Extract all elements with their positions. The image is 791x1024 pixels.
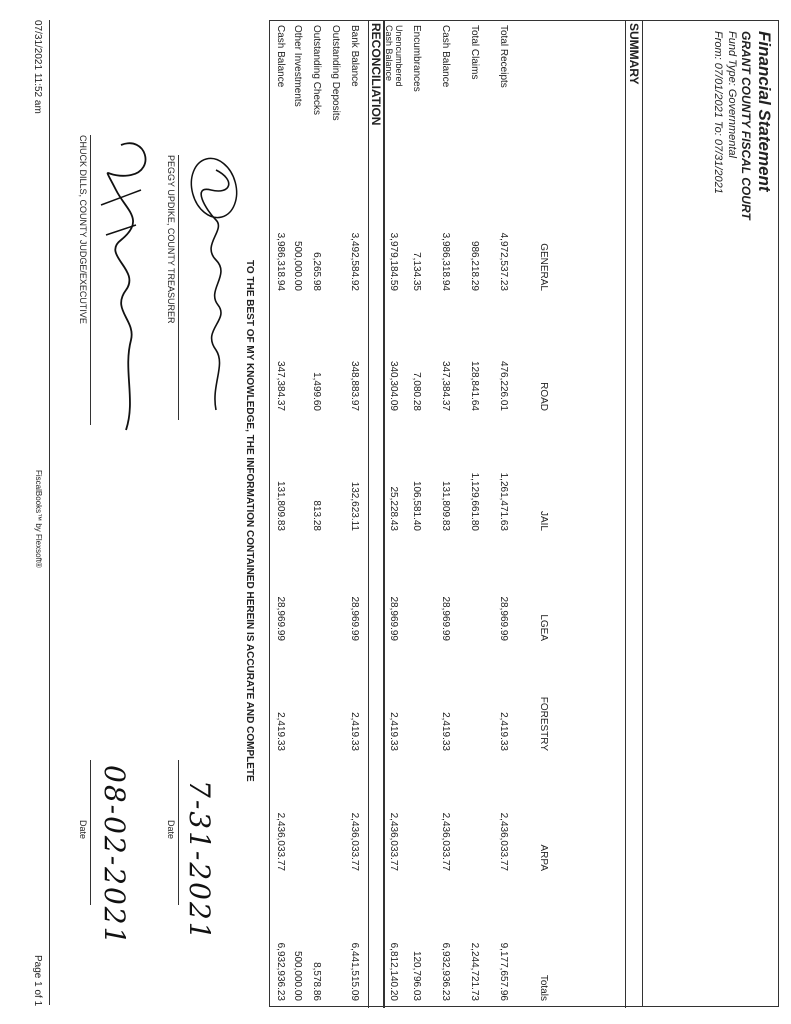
- reconciliation-row-label: Bank Balance: [349, 25, 360, 87]
- table-cell: 28,969.99: [388, 596, 399, 641]
- judge-title: CHUCK DILLS, COUNTY JUDGE/EXECUTIVE: [78, 135, 88, 324]
- table-cell: 2,436,033.77: [349, 812, 360, 871]
- table-cell: 1,499.60: [311, 372, 322, 411]
- reconciliation-row-label: Other Investments: [292, 25, 303, 107]
- reconciliation-row-label: Outstanding Checks: [311, 25, 322, 116]
- table-cell: 131,809.83: [275, 480, 286, 531]
- table-cell: 2,436,033.77: [498, 812, 509, 871]
- table-cell: 8,578.86: [311, 962, 322, 1001]
- table-cell: 28,969.99: [349, 596, 360, 641]
- financial-table: [269, 20, 643, 1007]
- table-cell: 6,932,936.23: [440, 942, 451, 1001]
- table-cell: 25,228.43: [388, 486, 399, 531]
- column-header: ROAD: [538, 382, 549, 411]
- table-cell: 28,969.99: [498, 596, 509, 641]
- table-cell: 120,796.03: [411, 950, 422, 1001]
- table-cell: 28,969.99: [440, 596, 451, 641]
- table-cell: 131,809.83: [440, 480, 451, 531]
- table-cell: 6,812,140.20: [388, 942, 399, 1001]
- page-number: Page 1 of 1: [32, 955, 43, 1007]
- table-cell: 813.28: [311, 500, 322, 531]
- table-cell: 9,177,657.96: [498, 942, 509, 1001]
- date-label: Date: [166, 820, 176, 840]
- table-cell: 2,436,033.77: [275, 812, 286, 871]
- table-cell: 2,419.33: [498, 712, 509, 751]
- reconciliation-row-label: Cash Balance: [275, 25, 286, 88]
- table-cell: 3,986,318.94: [440, 232, 451, 291]
- column-header: JAIL: [538, 510, 549, 531]
- table-cell: 476,226.01: [498, 360, 509, 411]
- footer-divider: [49, 20, 50, 1005]
- entity-name: GRANT COUNTY FISCAL COURT: [739, 31, 753, 220]
- treasurer-sign-date: 7-31-2021: [183, 780, 216, 942]
- fund-type: Fund Type: Governmental: [726, 31, 738, 158]
- table-cell: 347,384.37: [275, 360, 286, 411]
- column-header: GENERAL: [538, 243, 549, 291]
- summary-row-label: Total Receipts: [498, 25, 509, 88]
- date-label: Date: [78, 820, 88, 840]
- reconciliation-heading: RECONCILIATION: [368, 21, 385, 1008]
- statement-period: From: 07/01/2021 To: 07/31/2021: [712, 31, 724, 194]
- table-cell: 500,000.00: [292, 240, 303, 291]
- statement-header: [642, 20, 779, 1007]
- table-cell: 6,265.98: [311, 252, 322, 291]
- table-cell: 986,218.29: [469, 240, 480, 291]
- signature-line: [90, 135, 91, 425]
- table-cell: 4,972,537.23: [498, 232, 509, 291]
- table-cell: 6,932,936.23: [275, 942, 286, 1001]
- reconciliation-row-label: Outstanding Deposits: [330, 25, 341, 121]
- table-cell: 2,419.33: [275, 712, 286, 751]
- table-cell: 1,129,661.80: [469, 472, 480, 531]
- date-line: [178, 760, 179, 905]
- table-cell: 347,384.37: [440, 360, 451, 411]
- table-cell: 2,436,033.77: [388, 812, 399, 871]
- table-cell: 2,436,033.77: [440, 812, 451, 871]
- table-cell: 500,000.00: [292, 950, 303, 1001]
- table-cell: 340,304.09: [388, 360, 399, 411]
- judge-signature: [81, 130, 161, 450]
- table-cell: 3,986,318.94: [275, 232, 286, 291]
- judge-sign-date: 08-02-2021: [98, 765, 131, 947]
- summary-heading: SUMMARY: [625, 21, 641, 1008]
- column-header: FORESTRY: [538, 696, 549, 751]
- table-cell: 2,419.33: [388, 712, 399, 751]
- table-cell: 28,969.99: [275, 596, 286, 641]
- table-cell: 3,979,184.59: [388, 232, 399, 291]
- column-header: ARPA: [538, 844, 549, 871]
- table-cell: 7,134.35: [411, 252, 422, 291]
- software-credit: FiscalBooks™ by Flexsoft®: [34, 470, 43, 568]
- summary-row-label: Total Claims: [469, 25, 480, 80]
- table-cell: 6,441,515.09: [349, 942, 360, 1001]
- table-cell: 7,080.28: [411, 372, 422, 411]
- print-timestamp: 07/31/2021 11:52 am: [32, 20, 43, 114]
- table-cell: 132,623.11: [349, 481, 360, 531]
- table-cell: 3,492,584.92: [349, 232, 360, 291]
- table-cell: 2,419.33: [440, 712, 451, 751]
- date-line: [90, 760, 91, 905]
- table-cell: 1,261,471.63: [498, 472, 509, 531]
- statement-title: Financial Statement: [755, 31, 774, 192]
- certification-statement: TO THE BEST OF MY KNOWLEDGE, THE INFORMATION CONTAINED HEREIN IS ACCURATE AND COMPLETE: [244, 260, 255, 782]
- treasurer-title: PEGGY UPDIKE, COUNTY TREASURER: [166, 155, 176, 324]
- table-cell: 348,883.97: [349, 360, 360, 411]
- table-cell: 2,244,721.73: [469, 942, 480, 1001]
- table-cell: 128,841.64: [469, 360, 480, 411]
- column-header: Totals: [538, 974, 549, 1001]
- summary-row-label: Unencumbered Cash Balance: [384, 25, 404, 87]
- column-header: LGEA: [538, 614, 549, 641]
- signature-line: [178, 155, 179, 420]
- table-cell: 2,419.33: [349, 712, 360, 751]
- summary-row-label: Encumbrances: [411, 25, 422, 92]
- summary-row-label: Cash Balance: [440, 25, 451, 88]
- table-cell: 106,581.40: [411, 480, 422, 531]
